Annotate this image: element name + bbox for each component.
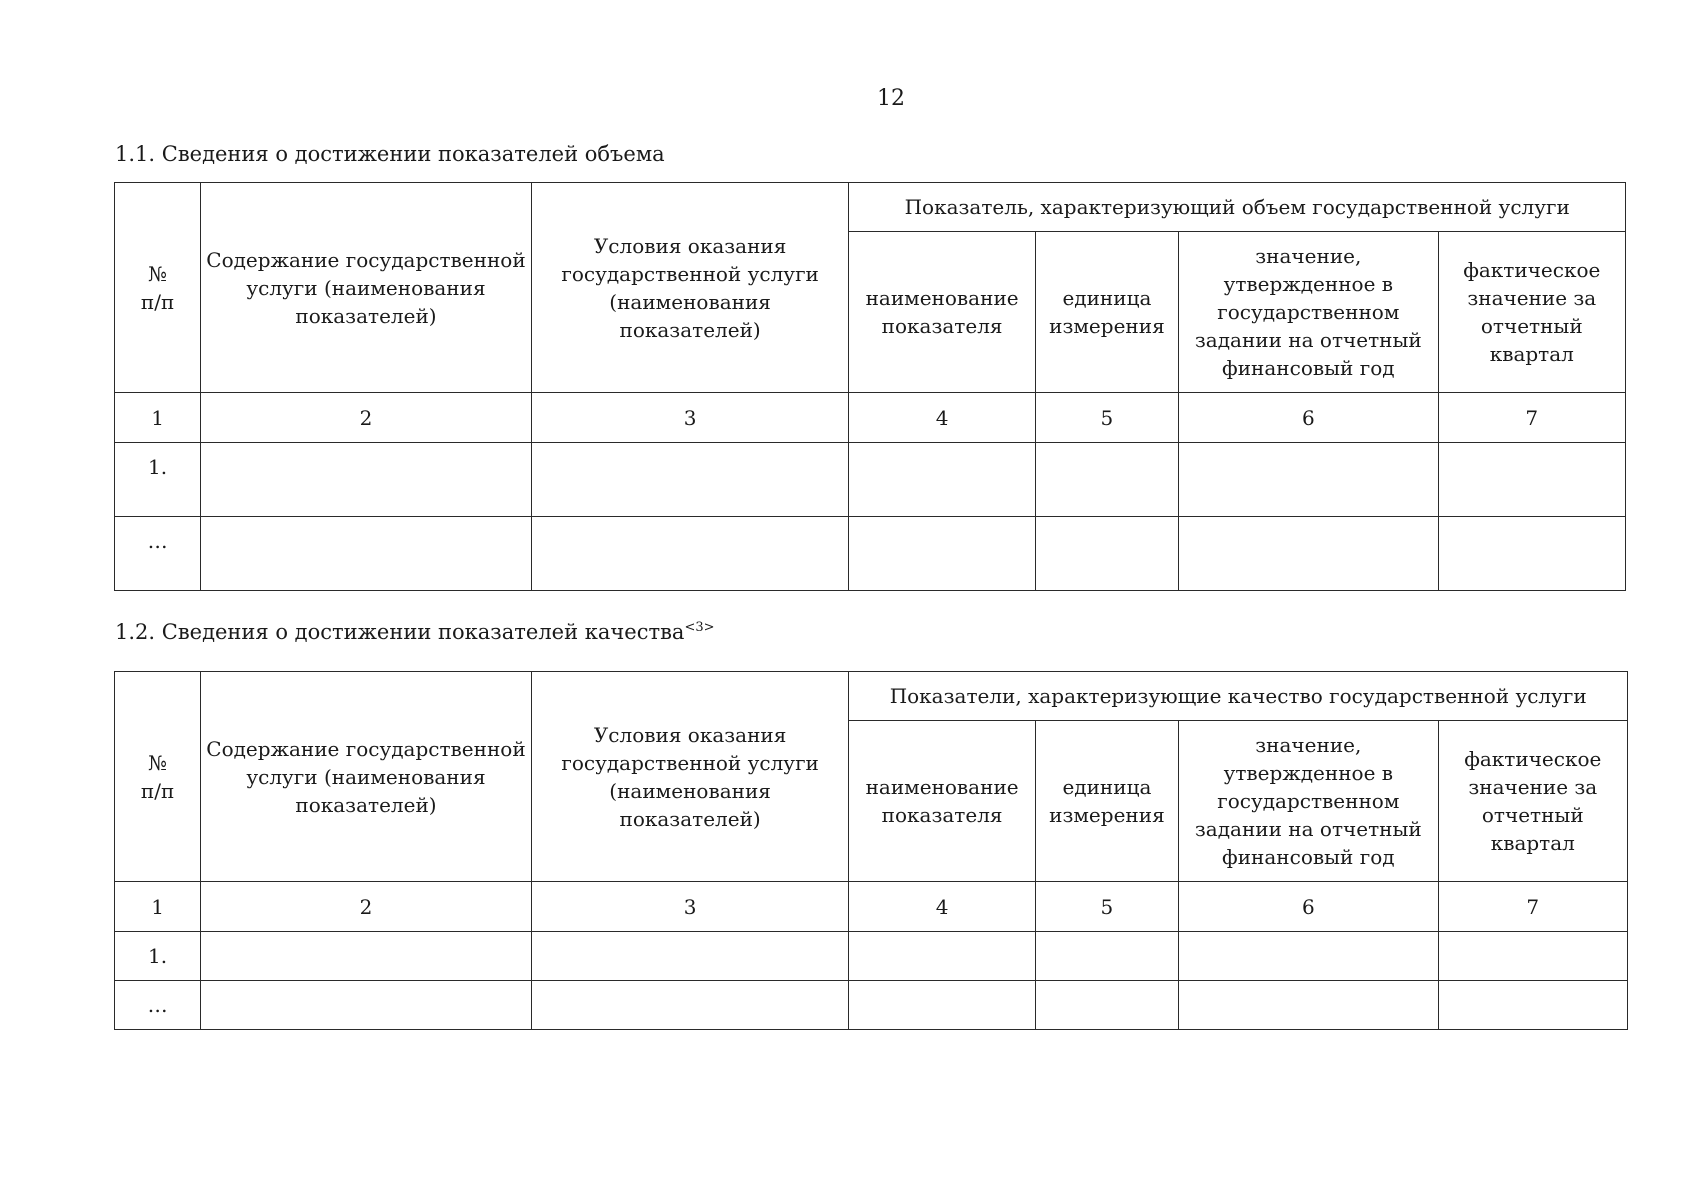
volume-indicators-table <box>114 182 1626 591</box>
header-content: Содержание государственной услуги (наименования показателей) <box>201 183 532 393</box>
table-cell[interactable] <box>1035 443 1178 517</box>
section-title-volume <box>115 142 665 166</box>
table-cell[interactable] <box>1035 517 1178 591</box>
header-actual-value: фактическое значение за отчетный квартал <box>1438 232 1625 393</box>
column-index: 7 <box>1438 393 1625 443</box>
page-number: 12 <box>877 86 905 111</box>
header-planned-value: значение, утвержденное в государственном задании на отчетный финансовый год <box>1179 721 1439 882</box>
table-cell[interactable] <box>849 932 1035 981</box>
header-unit: единица измерения <box>1035 721 1178 882</box>
section-title-text: 1.1. Сведения о достижении показателей объема <box>115 142 665 166</box>
header-num: № п/п <box>115 672 201 882</box>
table-cell[interactable] <box>1179 932 1439 981</box>
header-group: Показатели, характеризующие качество государственной услуги <box>849 672 1628 721</box>
table-cell[interactable] <box>1438 981 1627 1030</box>
column-index-row <box>115 393 1626 443</box>
section-title-quality <box>115 620 715 644</box>
column-index: 5 <box>1035 393 1178 443</box>
column-index: 3 <box>531 882 849 932</box>
section-title-text: 1.2. Сведения о достижении показателей качества <box>115 620 685 644</box>
footnote-ref: <3> <box>684 620 715 635</box>
table-cell[interactable] <box>849 981 1035 1030</box>
column-index: 3 <box>531 393 849 443</box>
table-cell[interactable] <box>531 981 849 1030</box>
column-index: 2 <box>201 882 532 932</box>
header-content: Содержание государственной услуги (наименования показателей) <box>201 672 532 882</box>
header-group: Показатель, характеризующий объем государственной услуги <box>849 183 1626 232</box>
header-planned-value: значение, утвержденное в государственном задании на отчетный финансовый год <box>1179 232 1439 393</box>
column-index: 6 <box>1179 393 1439 443</box>
header-indicator-name: наименование показателя <box>849 721 1035 882</box>
column-index: 6 <box>1179 882 1439 932</box>
header-unit: единица измерения <box>1035 232 1178 393</box>
row-number: … <box>115 517 201 591</box>
column-index: 1 <box>115 393 201 443</box>
table-cell[interactable] <box>849 517 1035 591</box>
table-cell[interactable] <box>531 443 849 517</box>
table-cell[interactable] <box>1179 517 1439 591</box>
table-cell[interactable] <box>201 932 532 981</box>
table-cell[interactable] <box>1438 443 1625 517</box>
column-index: 4 <box>849 393 1035 443</box>
table-row <box>115 443 1626 517</box>
row-number: … <box>115 981 201 1030</box>
column-index-row <box>115 882 1628 932</box>
table-cell[interactable] <box>849 443 1035 517</box>
header-row-group <box>115 183 1626 232</box>
table-cell[interactable] <box>201 981 532 1030</box>
header-indicator-name: наименование показателя <box>849 232 1035 393</box>
row-number: 1. <box>115 932 201 981</box>
column-index: 2 <box>201 393 532 443</box>
header-num: № п/п <box>115 183 201 393</box>
table-cell[interactable] <box>531 932 849 981</box>
column-index: 4 <box>849 882 1035 932</box>
table-cell[interactable] <box>1438 517 1625 591</box>
column-index: 5 <box>1035 882 1178 932</box>
table-cell[interactable] <box>201 517 532 591</box>
header-conditions: Условия оказания государственной услуги (наименования показателей) <box>531 183 849 393</box>
table-cell[interactable] <box>1179 443 1439 517</box>
table-row <box>115 932 1628 981</box>
table-cell[interactable] <box>1179 981 1439 1030</box>
table-cell[interactable] <box>201 443 532 517</box>
table-cell[interactable] <box>1035 932 1178 981</box>
table-row <box>115 981 1628 1030</box>
table-cell[interactable] <box>1438 932 1627 981</box>
row-number: 1. <box>115 443 201 517</box>
quality-indicators-table <box>114 671 1628 1030</box>
column-index: 1 <box>115 882 201 932</box>
table-row <box>115 517 1626 591</box>
table-cell[interactable] <box>1035 981 1178 1030</box>
header-row-group <box>115 672 1628 721</box>
header-actual-value: фактическое значение за отчетный квартал <box>1438 721 1627 882</box>
column-index: 7 <box>1438 882 1627 932</box>
table-cell[interactable] <box>531 517 849 591</box>
header-conditions: Условия оказания государственной услуги (наименования показателей) <box>531 672 849 882</box>
